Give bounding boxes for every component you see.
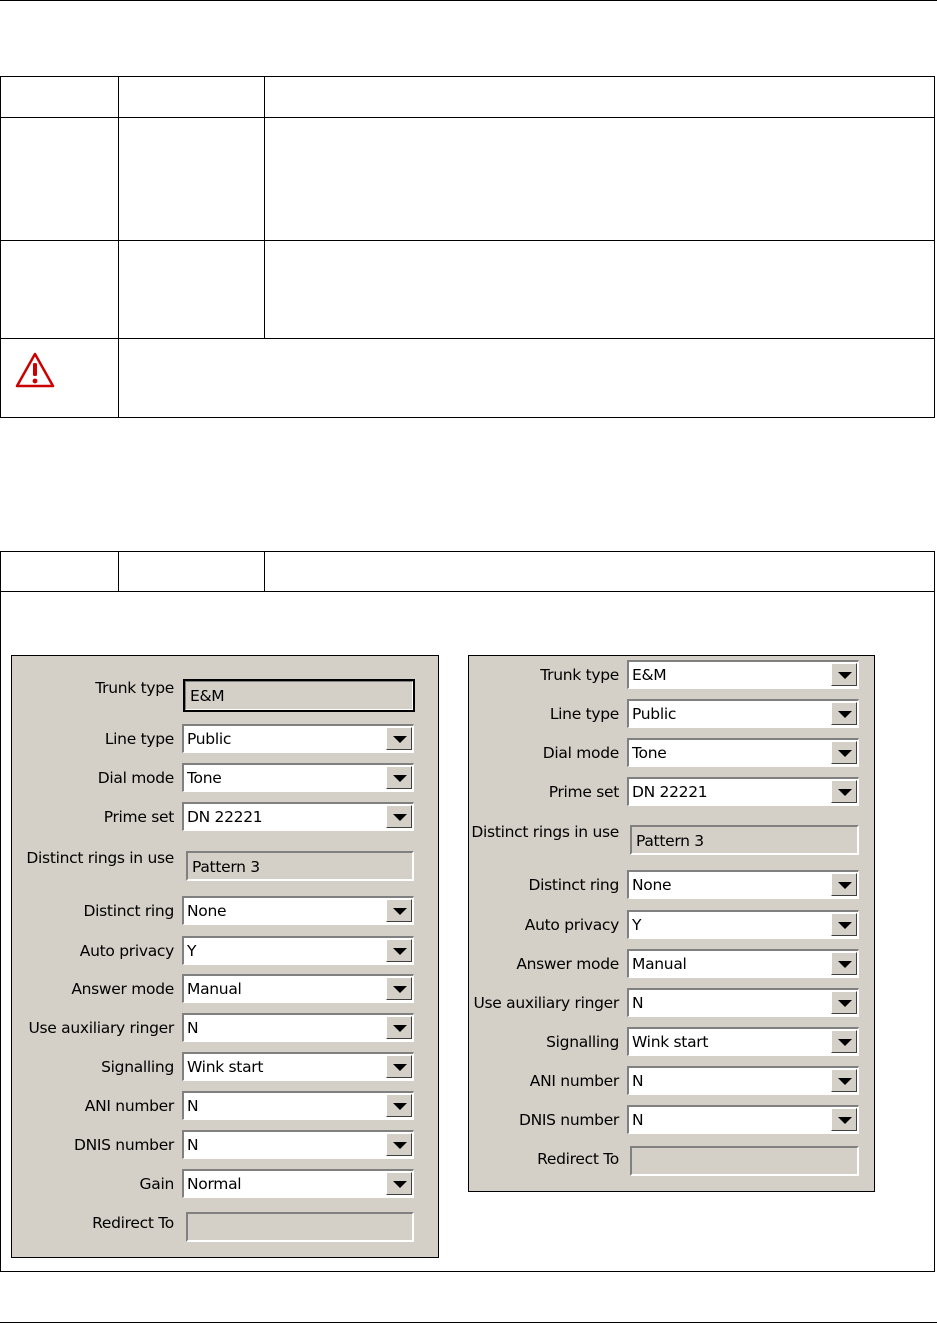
field-value: Public: [187, 730, 232, 748]
auto-privacy-dropdown[interactable]: [627, 910, 859, 939]
chevron-down-icon[interactable]: [831, 991, 857, 1014]
field-value: Y: [632, 916, 642, 934]
dial-mode-dropdown[interactable]: [182, 763, 414, 792]
dial-mode-dropdown[interactable]: [627, 738, 859, 767]
field-value: N: [632, 1111, 644, 1129]
field-dnis-number: [12, 1130, 440, 1162]
field-dial-mode: [469, 738, 876, 770]
redirect-to-field: [186, 1212, 414, 1242]
chevron-down-icon[interactable]: [386, 899, 412, 922]
field-value: E&M: [190, 687, 225, 705]
field-signalling: [469, 1027, 876, 1059]
line-type-dropdown[interactable]: [627, 699, 859, 728]
prime-set-dropdown[interactable]: [182, 802, 414, 831]
trunk-settings-panel-a: [11, 655, 439, 1258]
field-label: DNIS number: [73, 1136, 174, 1154]
field-value: DN 22221: [632, 783, 708, 801]
field-label: Signalling: [546, 1033, 619, 1051]
dnis-number-dropdown[interactable]: [182, 1130, 414, 1159]
field-value: N: [187, 1019, 199, 1037]
signalling-dropdown[interactable]: [182, 1052, 414, 1081]
trunk-settings-panel-b: [468, 655, 875, 1192]
distinct-ring-dropdown[interactable]: [627, 870, 859, 899]
field-answer-mode: [12, 974, 440, 1006]
field-label: Distinct ring: [528, 876, 619, 894]
chevron-down-icon[interactable]: [386, 1016, 412, 1039]
chevron-down-icon[interactable]: [386, 805, 412, 828]
field-distinct-ring: [469, 870, 876, 902]
chevron-down-icon[interactable]: [386, 766, 412, 789]
field-label: Distinct rings in use: [471, 823, 619, 841]
answer-mode-dropdown[interactable]: [627, 949, 859, 978]
field-use-auxiliary-ringer: [12, 1013, 440, 1045]
field-value: Manual: [187, 980, 242, 998]
ani-number-dropdown[interactable]: [627, 1066, 859, 1095]
field-line-type: [469, 699, 876, 731]
header-rule: [0, 0, 937, 1]
field-label: ANI number: [529, 1072, 619, 1090]
field-signalling: [12, 1052, 440, 1084]
field-value: Tone: [632, 744, 667, 762]
field-prime-set: [469, 777, 876, 809]
chevron-down-icon[interactable]: [386, 1055, 412, 1078]
field-value: N: [632, 994, 644, 1012]
field-label: Prime set: [548, 783, 619, 801]
field-label: Line type: [104, 730, 174, 748]
distinct-rings-in-use-field: [630, 825, 859, 855]
chevron-down-icon[interactable]: [831, 663, 857, 686]
bottom-table-col-rule: [118, 551, 119, 592]
field-value: N: [187, 1097, 199, 1115]
field-value: Y: [187, 942, 197, 960]
chevron-down-icon[interactable]: [831, 1108, 857, 1131]
use-auxiliary-ringer-dropdown[interactable]: [182, 1013, 414, 1042]
field-value: Public: [632, 705, 677, 723]
field-label: Prime set: [103, 808, 174, 826]
field-redirect-to: [469, 1145, 876, 1177]
ani-number-dropdown[interactable]: [182, 1091, 414, 1120]
field-value: DN 22221: [187, 808, 263, 826]
field-auto-privacy: [469, 910, 876, 942]
trunk-type-dropdown[interactable]: [627, 660, 859, 689]
field-redirect-to: [12, 1209, 440, 1241]
field-label: Use auxiliary ringer: [473, 994, 619, 1012]
field-value: Tone: [187, 769, 222, 787]
field-label: Redirect To: [537, 1150, 619, 1168]
field-label: Answer mode: [516, 955, 619, 973]
chevron-down-icon[interactable]: [386, 1094, 412, 1117]
field-value: None: [187, 902, 227, 920]
chevron-down-icon[interactable]: [831, 702, 857, 725]
chevron-down-icon[interactable]: [831, 780, 857, 803]
field-label: Trunk type: [540, 666, 619, 684]
field-label: Dial mode: [97, 769, 174, 787]
field-distinct-ring: [12, 896, 440, 928]
field-answer-mode: [469, 949, 876, 981]
top-table: [0, 76, 935, 418]
field-label: Use auxiliary ringer: [28, 1019, 174, 1037]
chevron-down-icon[interactable]: [386, 727, 412, 750]
field-gain: [12, 1169, 440, 1201]
field-ani-number: [469, 1066, 876, 1098]
auto-privacy-dropdown[interactable]: [182, 936, 414, 965]
answer-mode-dropdown[interactable]: [182, 974, 414, 1003]
field-ani-number: [12, 1091, 440, 1123]
top-table-row-rule: [0, 240, 935, 241]
field-label: Line type: [549, 705, 619, 723]
redirect-to-field: [630, 1146, 859, 1176]
trunk-type-field: [184, 680, 414, 711]
chevron-down-icon[interactable]: [831, 1069, 857, 1092]
field-label: Answer mode: [71, 980, 174, 998]
field-trunk-type: [12, 676, 440, 708]
chevron-down-icon[interactable]: [386, 977, 412, 1000]
field-label: DNIS number: [518, 1111, 619, 1129]
field-label: Distinct rings in use: [26, 849, 174, 867]
gain-dropdown[interactable]: [182, 1169, 414, 1198]
field-label: Auto privacy: [524, 916, 619, 934]
field-label: Gain: [139, 1175, 174, 1193]
field-value: E&M: [632, 666, 667, 684]
dnis-number-dropdown[interactable]: [627, 1105, 859, 1134]
field-use-auxiliary-ringer: [469, 988, 876, 1020]
field-distinct-rings-in-use: [12, 848, 440, 880]
field-value: Wink start: [632, 1033, 709, 1051]
field-prime-set: [12, 802, 440, 834]
chevron-down-icon[interactable]: [831, 873, 857, 896]
field-line-type: [12, 724, 440, 756]
distinct-ring-dropdown[interactable]: [182, 896, 414, 925]
chevron-down-icon[interactable]: [386, 1172, 412, 1195]
top-table-header-rule: [0, 117, 935, 118]
field-label: Dial mode: [542, 744, 619, 762]
use-auxiliary-ringer-dropdown[interactable]: [627, 988, 859, 1017]
footer-rule: [0, 1322, 937, 1323]
field-value: Wink start: [187, 1058, 264, 1076]
field-label: Signalling: [101, 1058, 174, 1076]
field-dnis-number: [469, 1105, 876, 1137]
chevron-down-icon[interactable]: [831, 1030, 857, 1053]
top-table-row-rule: [0, 338, 935, 339]
line-type-dropdown[interactable]: [182, 724, 414, 753]
field-auto-privacy: [12, 936, 440, 968]
field-distinct-rings-in-use: [469, 822, 876, 854]
top-table-col-rule: [264, 76, 265, 339]
bottom-table-header-rule: [0, 591, 935, 592]
field-label: Trunk type: [95, 679, 174, 697]
signalling-dropdown[interactable]: [627, 1027, 859, 1056]
chevron-down-icon[interactable]: [831, 952, 857, 975]
field-value: Normal: [187, 1175, 242, 1193]
field-value: N: [632, 1072, 644, 1090]
field-value: None: [632, 876, 672, 894]
field-trunk-type: [469, 660, 876, 692]
chevron-down-icon[interactable]: [831, 741, 857, 764]
field-label: Auto privacy: [79, 942, 174, 960]
field-label: Redirect To: [92, 1214, 174, 1232]
field-dial-mode: [12, 763, 440, 795]
field-value: N: [187, 1136, 199, 1154]
warning-triangle-icon: [14, 351, 56, 389]
field-value: Pattern 3: [636, 832, 704, 850]
field-value: Pattern 3: [192, 858, 260, 876]
chevron-down-icon[interactable]: [386, 939, 412, 962]
top-table-col-rule: [118, 76, 119, 418]
field-value: Manual: [632, 955, 687, 973]
distinct-rings-in-use-field: [186, 851, 414, 881]
chevron-down-icon[interactable]: [831, 913, 857, 936]
field-label: Distinct ring: [83, 902, 174, 920]
prime-set-dropdown[interactable]: [627, 777, 859, 806]
field-label: ANI number: [84, 1097, 174, 1115]
bottom-table-col-rule: [264, 551, 265, 592]
chevron-down-icon[interactable]: [386, 1133, 412, 1156]
